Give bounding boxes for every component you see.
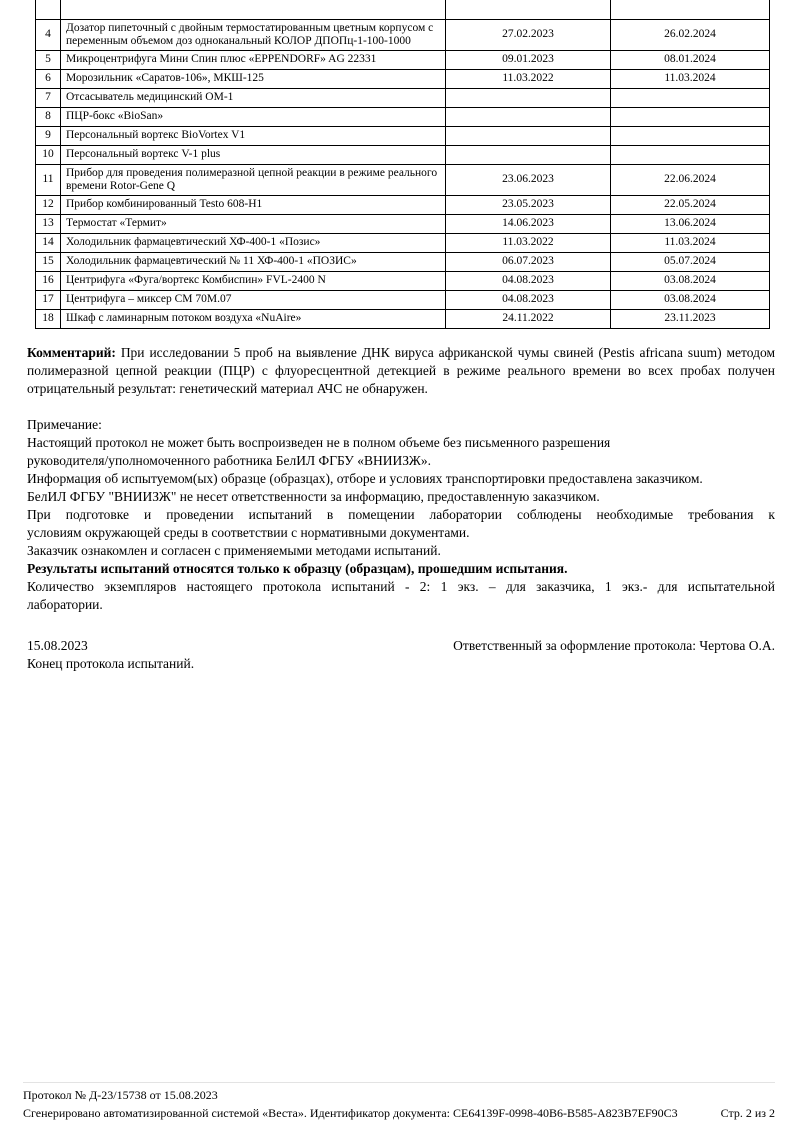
verification-date	[446, 126, 611, 145]
row-number: 9	[36, 126, 61, 145]
verification-date: 09.01.2023	[446, 50, 611, 69]
valid-until-date	[611, 107, 770, 126]
note-line: При подготовке и проведении испытаний в помещении лаборатории соблюдены необходимые требования к	[27, 506, 775, 522]
verification-date	[446, 107, 611, 126]
verification-date: 04.08.2023	[446, 271, 611, 290]
valid-until-date: 03.08.2024	[611, 271, 770, 290]
row-number: 10	[36, 145, 61, 164]
valid-until-date: 05.07.2024	[611, 252, 770, 271]
verification-date	[446, 145, 611, 164]
verification-date: 11.03.2022	[446, 69, 611, 88]
valid-until-date: 13.06.2024	[611, 214, 770, 233]
responsible-person: Ответственный за оформление протокола: Чертова О.А.	[453, 637, 775, 653]
comment-text: При исследовании 5 проб на выявление ДНК вируса африканской чумы свиней (Pestis africana suum) методом полимеразной цепной реакции (ПЦР) с флуоресцентной детекцией в режиме реального времени во всех пробах получен отрицательный результат: генетический материал АЧС не обнаружен.	[27, 344, 776, 396]
footer-second-row	[23, 1105, 775, 1123]
notes-heading: Примечание:	[27, 416, 102, 432]
row-number: 11	[36, 164, 61, 195]
equipment-name: ПЦР-бокс «BioSan»	[61, 107, 446, 126]
verification-date: 27.02.2023	[446, 19, 611, 50]
verification-date: 11.03.2022	[446, 233, 611, 252]
table-row	[36, 309, 770, 328]
equipment-name: Центрифуга «Фуга/вортекс Комбиспин» FVL-2400 N	[61, 271, 446, 290]
table-row	[36, 50, 770, 69]
equipment-name: Персональный вортекс BioVortex V1	[61, 126, 446, 145]
verification-date: 04.08.2023	[446, 290, 611, 309]
row-number: 4	[36, 19, 61, 50]
valid-until-date: 22.06.2024	[611, 164, 770, 195]
table-row	[36, 290, 770, 309]
row-number: 12	[36, 195, 61, 214]
equipment-name: Морозильник «Саратов-106», МКШ-125	[61, 69, 446, 88]
note-line: Информация об испытуемом(ых) образце (образцах), отборе и условиях транспортировки предоставлена заказчиком.	[27, 470, 703, 486]
row-number: 7	[36, 88, 61, 107]
equipment-name: Персональный вортекс V-1 plus	[61, 145, 446, 164]
notes-lines	[27, 434, 775, 614]
table-row	[36, 69, 770, 88]
table-row	[36, 145, 770, 164]
valid-until-date: 26.02.2024	[611, 19, 770, 50]
valid-until-date	[611, 126, 770, 145]
row-number: 8	[36, 107, 61, 126]
equipment-name: Прибор комбинированный Testo 608-H1	[61, 195, 446, 214]
document-body	[27, 344, 775, 673]
verification-date	[446, 0, 611, 19]
verification-date: 14.06.2023	[446, 214, 611, 233]
valid-until-date	[611, 145, 770, 164]
table-row	[36, 126, 770, 145]
valid-until-date	[611, 0, 770, 19]
row-number: 18	[36, 309, 61, 328]
valid-until-date	[611, 88, 770, 107]
verification-date: 23.06.2023	[446, 164, 611, 195]
footer-page-number: Стр. 2 из 2	[720, 1105, 775, 1120]
verification-date: 06.07.2023	[446, 252, 611, 271]
table-row	[36, 252, 770, 271]
note-line: условиям окружающей среды в соответствии с нормативными документами.	[27, 524, 470, 540]
equipment-name: Прибор для проведения полимеразной цепной реакции в режиме реального времени Rotor-Gene Q	[61, 164, 446, 195]
comment-label: Комментарий:	[27, 344, 116, 360]
signoff-date: 15.08.2023	[27, 637, 88, 653]
valid-until-date: 11.03.2024	[611, 69, 770, 88]
row-number: 6	[36, 69, 61, 88]
equipment-name	[61, 0, 446, 19]
note-line: руководителя/уполномоченного работника БелИЛ ФГБУ «ВНИИЗЖ».	[27, 452, 432, 468]
note-line: лаборатории.	[27, 596, 103, 612]
table-row	[36, 195, 770, 214]
table-row-continued	[36, 0, 770, 19]
footer-separator	[23, 1082, 775, 1083]
equipment-name: Дозатор пипеточный с двойным термостатированным цветным корпусом с переменным объемом доз одноканальный КОЛОР ДПОПц-1-100-1000	[61, 19, 446, 50]
signoff-row	[27, 637, 775, 655]
page-footer	[23, 1082, 775, 1122]
table-row	[36, 107, 770, 126]
row-number: 15	[36, 252, 61, 271]
footer-generated-info: Сгенерировано автоматизированной системой «Веста». Идентификатор документа: CE64139F-0998-40B6-B585-A823B7EF90C3	[23, 1105, 678, 1120]
valid-until-date: 03.08.2024	[611, 290, 770, 309]
valid-until-date: 11.03.2024	[611, 233, 770, 252]
verification-date: 23.05.2023	[446, 195, 611, 214]
equipment-table	[35, 0, 770, 329]
note-line: БелИЛ ФГБУ "ВНИИЗЖ" не несет ответственности за информацию, предоставленную заказчиком.	[27, 488, 600, 504]
comment-paragraph	[27, 344, 775, 398]
verification-date	[446, 88, 611, 107]
note-line: Заказчик ознакомлен и согласен с применяемыми методами испытаний.	[27, 542, 441, 558]
equipment-name: Микроцентрифуга Мини Спин плюс «EPPENDORF» AG 22331	[61, 50, 446, 69]
table-row	[36, 214, 770, 233]
equipment-table-container	[35, 0, 769, 329]
equipment-name: Холодильник фармацевтический ХФ-400-1 «Позис»	[61, 233, 446, 252]
equipment-name: Отсасыватель медицинский ОМ-1	[61, 88, 446, 107]
row-number: 14	[36, 233, 61, 252]
note-line: Результаты испытаний относятся только к образцу (образцам), прошедшим испытания.	[27, 560, 568, 576]
table-row	[36, 164, 770, 195]
row-number: 17	[36, 290, 61, 309]
valid-until-date: 08.01.2024	[611, 50, 770, 69]
equipment-table-body	[36, 0, 770, 328]
row-number	[36, 0, 61, 19]
valid-until-date: 23.11.2023	[611, 309, 770, 328]
row-number: 13	[36, 214, 61, 233]
table-row	[36, 19, 770, 50]
row-number: 16	[36, 271, 61, 290]
table-row	[36, 233, 770, 252]
footer-protocol-number: Протокол № Д-23/15738 от 15.08.2023	[23, 1088, 218, 1102]
note-line: Настоящий протокол не может быть воспроизведен не в полном объеме без письменного разрешения	[27, 434, 611, 450]
table-row	[36, 271, 770, 290]
end-of-protocol: Конец протокола испытаний.	[27, 655, 195, 671]
note-line: Количество экземпляров настоящего протокола испытаний - 2: 1 экз. – для заказчика, 1 экз.- для испытательной	[27, 578, 775, 594]
equipment-name: Центрифуга – миксер СМ 70М.07	[61, 290, 446, 309]
valid-until-date: 22.05.2024	[611, 195, 770, 214]
row-number: 5	[36, 50, 61, 69]
table-row	[36, 88, 770, 107]
equipment-name: Термостат «Термит»	[61, 214, 446, 233]
equipment-name: Холодильник фармацевтический № 11 ХФ-400-1 «ПОЗИС»	[61, 252, 446, 271]
equipment-name: Шкаф с ламинарным потоком воздуха «NuAire»	[61, 309, 446, 328]
verification-date: 24.11.2022	[446, 309, 611, 328]
